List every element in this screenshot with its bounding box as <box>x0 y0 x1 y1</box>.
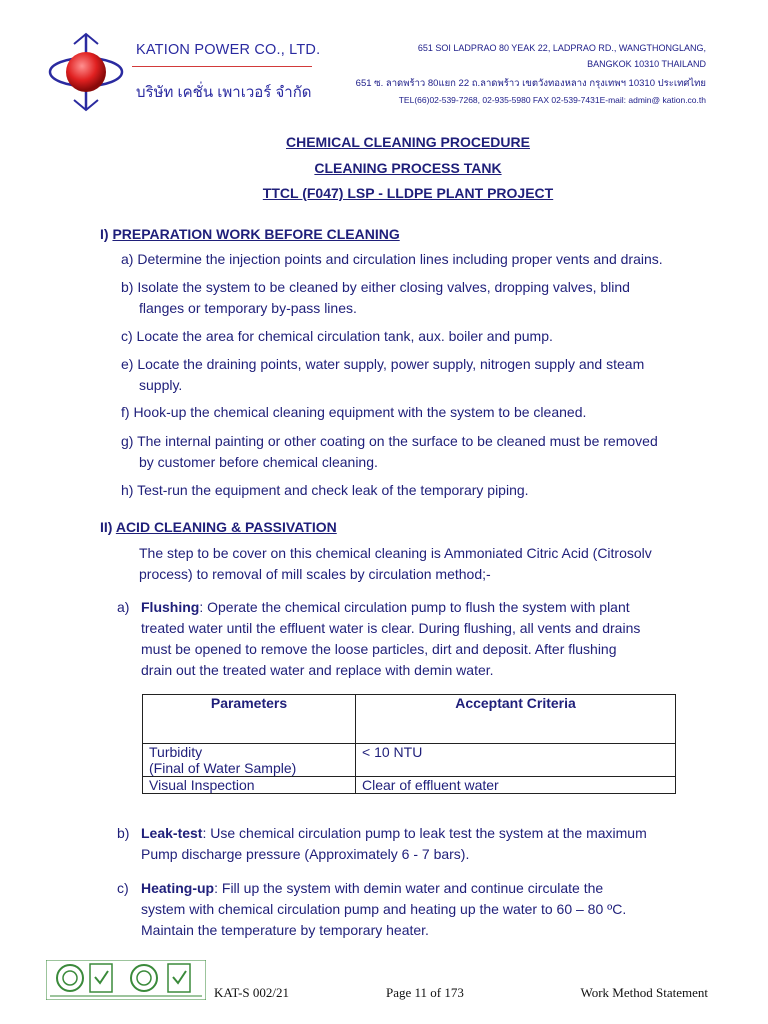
step-label: b) <box>117 825 130 841</box>
table-header: Acceptant Criteria <box>356 695 676 744</box>
section-title: ACID CLEANING & PASSIVATION <box>115 519 337 535</box>
list-item-text: h) Test-run the equipment and check leak of the temporary piping. <box>121 482 529 498</box>
list-item <box>121 277 731 319</box>
step-term: Leak-test <box>141 825 203 841</box>
project-title: TTCL (F047) LSP - LLDPE PLANT PROJECT <box>262 185 554 201</box>
table-header-row <box>143 695 676 744</box>
intro-text: The step to be cover on this chemical cleaning is Ammoniated Citric Acid (Citrosolv <box>139 545 652 561</box>
step-text: must be opened to remove the loose particles, dirt and deposit. After flushing <box>141 641 617 657</box>
list-item <box>121 402 731 423</box>
table-cell: < 10 NTU <box>356 744 676 777</box>
header-divider <box>132 66 312 67</box>
step-term: Flushing <box>141 599 200 615</box>
acceptance-criteria-table <box>142 694 676 794</box>
step-label: c) <box>117 880 129 896</box>
cell-text: Turbidity <box>149 744 203 760</box>
footer-doc-code: KAT-S 002/21 <box>214 985 290 1000</box>
list-item <box>121 354 731 396</box>
list-item-text: e) Locate the draining points, water supply, power supply, nitrogen supply and steam <box>121 356 645 372</box>
section-heading <box>100 226 400 242</box>
address-line: 651 SOI LADPRAO 80 YEAK 22, LADPRAO RD., WANGTHONGLANG, <box>417 43 706 53</box>
section-number: I) <box>100 226 109 242</box>
company-logo-icon <box>46 32 126 112</box>
table-row <box>143 744 676 777</box>
company-name-english: KATION POWER CO., LTD. <box>136 42 321 58</box>
table-header: Parameters <box>143 695 356 744</box>
step-text: Pump discharge pressure (Approximately 6 - 7 bars). <box>141 846 470 862</box>
list-item-text: f) Hook-up the chemical cleaning equipment with the system to be cleaned. <box>121 404 587 420</box>
list-item <box>121 249 731 270</box>
list-item <box>121 480 731 501</box>
step-text: : Use chemical circulation pump to leak test the system at the maximum <box>202 825 647 841</box>
address-line: BANGKOK 10310 THAILAND <box>587 59 706 69</box>
address-line-thai: 651 ซ. ลาดพร้าว 80แยก 22 ถ.ลาดพร้าว เขตวังทองหลาง กรุงเทพฯ 10310 ประเทศไทย <box>355 78 706 89</box>
contact-line: TEL(66)02-539-7268, 02-935-5980 FAX 02-539-7431E-mail: admin@ kation.co.th <box>398 95 706 105</box>
footer-doc-title: Work Method Statement <box>580 985 708 1000</box>
list-item-text: b) Isolate the system to be cleaned by either closing valves, dropping valves, blind <box>121 279 630 295</box>
step-text: treated water until the effluent water is clear. During flushing, all vents and drains <box>141 620 641 636</box>
step-text: : Fill up the system with demin water and continue circulate the <box>214 880 604 896</box>
section-intro <box>139 543 739 585</box>
step-text: : Operate the chemical circulation pump to flush the system with plant <box>199 599 630 615</box>
intro-text: process) to removal of mill scales by circulation method;- <box>139 566 491 582</box>
list-item-text: c) Locate the area for chemical circulation tank, aux. boiler and pump. <box>121 328 553 344</box>
certification-logos-icon <box>46 960 206 1000</box>
section-heading <box>100 519 337 535</box>
step-text: drain out the treated water and replace with demin water. <box>141 662 494 678</box>
list-item <box>121 326 731 347</box>
cell-text: (Final of Water Sample) <box>149 760 297 776</box>
procedure-step-flushing <box>117 597 737 681</box>
document-title: CHEMICAL CLEANING PROCEDURE <box>286 134 530 150</box>
step-term: Heating-up <box>141 880 215 896</box>
footer-page-number: Page 11 of 173 <box>386 985 464 1000</box>
step-text: Maintain the temperature by temporary heater. <box>141 922 429 938</box>
table-cell: Clear of effluent water <box>356 777 676 794</box>
table-cell: Visual Inspection <box>143 777 356 794</box>
procedure-step-heating-up <box>117 878 737 941</box>
step-label: a) <box>117 599 130 615</box>
list-item-text: flanges or temporary by-pass lines. <box>139 300 357 316</box>
company-name-thai: บริษัท เคชั่น เพาเวอร์ จำกัด <box>136 84 312 101</box>
section-number: II) <box>100 519 113 535</box>
list-item-text: a) Determine the injection points and circulation lines including proper vents and drains. <box>121 251 663 267</box>
list-item-text: g) The internal painting or other coating on the surface to be cleaned must be removed <box>121 433 658 449</box>
section-title: PREPARATION WORK BEFORE CLEANING <box>112 226 400 242</box>
list-item <box>121 431 731 473</box>
list-item-text: supply. <box>139 377 183 393</box>
document-subtitle: CLEANING PROCESS TANK <box>314 160 502 176</box>
table-row <box>143 777 676 794</box>
list-item-text: by customer before chemical cleaning. <box>139 454 378 470</box>
table-cell <box>143 744 356 777</box>
procedure-step-leak-test <box>117 823 737 865</box>
step-text: system with chemical circulation pump and heating up the water to 60 – 80 ºC. <box>141 901 627 917</box>
